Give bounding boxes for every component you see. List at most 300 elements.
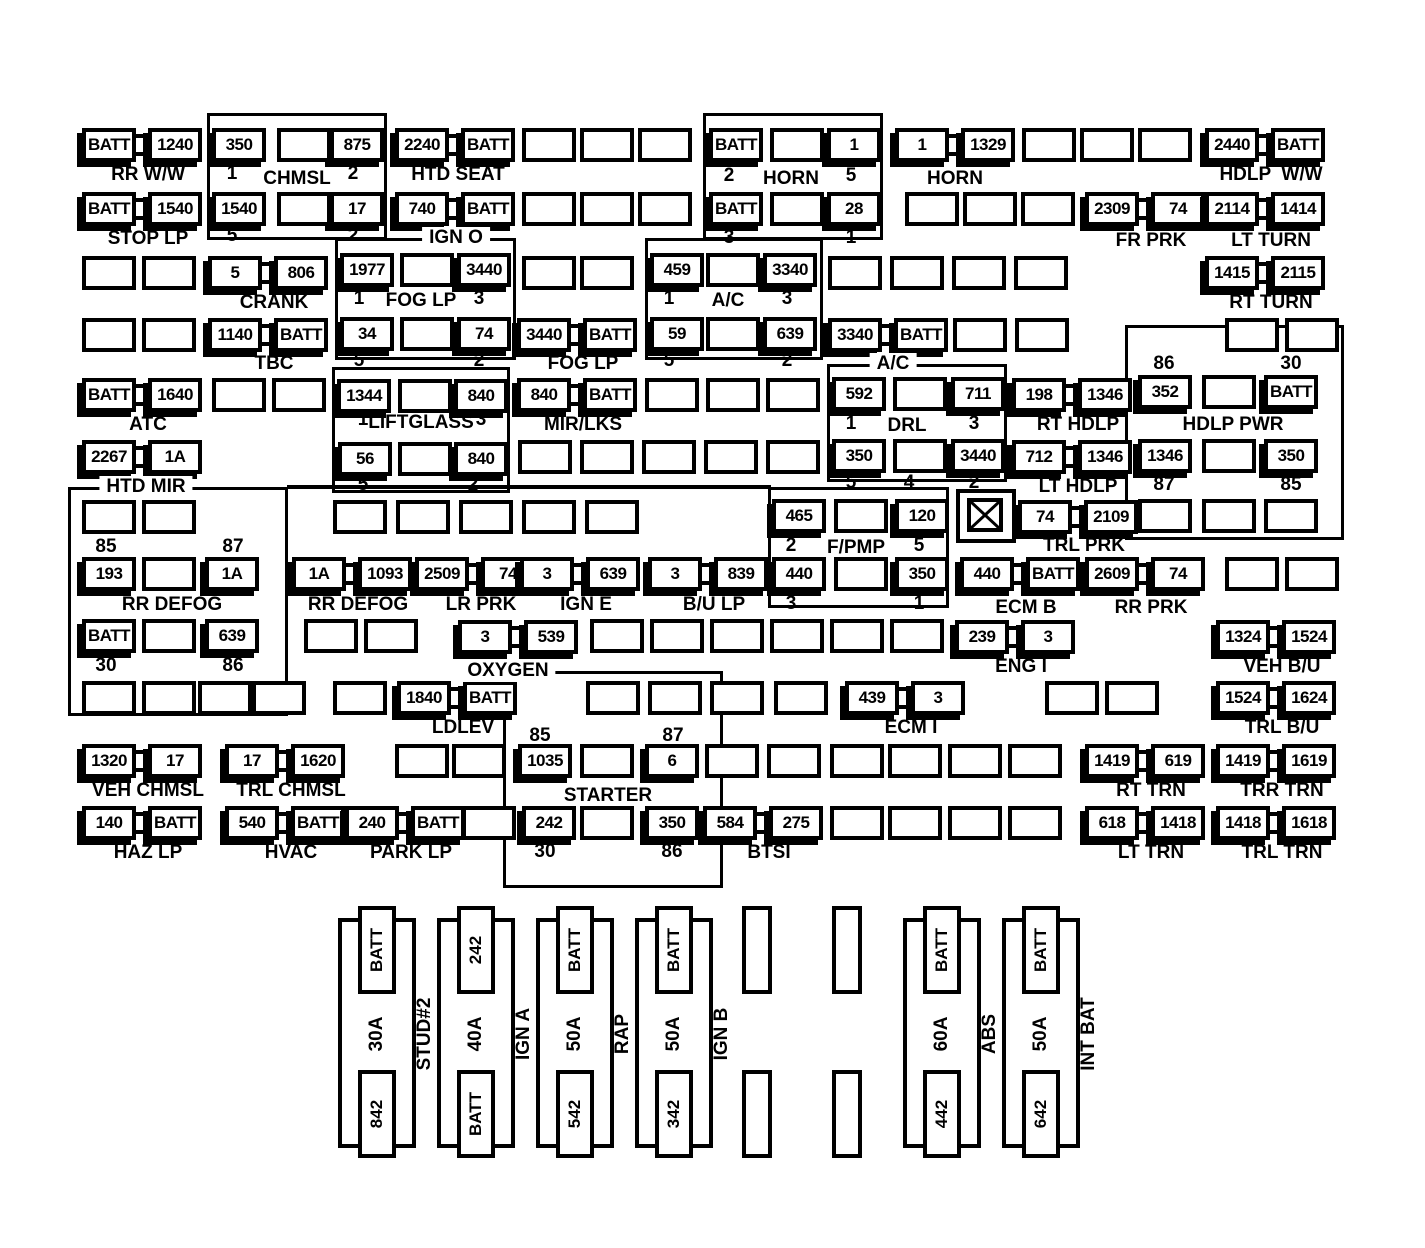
fuse-cell: 584 xyxy=(703,806,757,840)
maxi-fuse-terminal-label: BATT xyxy=(367,927,386,973)
fuse-cell: 1240 xyxy=(148,128,202,162)
fuse-cell: 639 xyxy=(586,557,640,591)
fuse-cell: BATT xyxy=(411,806,465,840)
circuit-label: RR DEFOG xyxy=(307,594,409,615)
fuse-cell-empty xyxy=(828,256,882,290)
fuse-cell: 712 xyxy=(1012,440,1066,474)
crossed-terminal-x-icon xyxy=(967,498,1003,532)
circuit-label: ATC xyxy=(129,414,167,435)
fuse-cell-empty xyxy=(704,440,758,474)
diagram-text: 2 xyxy=(473,350,485,371)
maxi-fuse-name: ABS xyxy=(979,1013,1000,1055)
fuse-cell: 2509 xyxy=(415,557,469,591)
fuse-cell-empty xyxy=(398,442,452,476)
diagram-text: 1 xyxy=(353,288,365,309)
diagram-text: LIFTGLASS xyxy=(368,412,474,433)
fuse-cell-empty xyxy=(905,192,959,226)
fuse-cell-empty xyxy=(1138,499,1192,533)
fuse-cell-empty xyxy=(830,806,884,840)
maxi-fuse-terminal-label: 242 xyxy=(466,935,485,965)
fuse-cell-empty xyxy=(830,619,884,653)
fuse-cell-empty xyxy=(459,500,513,534)
maxi-fuse-amp-rating: 50A xyxy=(1030,1016,1051,1052)
diagram-text: 3 xyxy=(475,409,487,430)
fuse-cell-empty xyxy=(277,192,331,226)
diagram-text: F/PMP xyxy=(826,537,886,558)
maxi-fuse-terminal xyxy=(655,1070,693,1158)
fuse-cell-empty xyxy=(142,318,196,352)
maxi-fuse-name: IGN A xyxy=(513,1007,534,1061)
fuse-cell-empty xyxy=(1202,439,1256,473)
fuse-cell-empty xyxy=(1225,557,1279,591)
fuse-cell: 440 xyxy=(960,557,1014,591)
fuse-cell-empty xyxy=(586,681,640,715)
fuse-cell: 350 xyxy=(895,557,949,591)
fuse-cell-empty xyxy=(1264,499,1318,533)
fuse-cell-empty xyxy=(580,192,634,226)
circuit-label: RT HDLP xyxy=(1036,414,1120,435)
fuse-cell: 193 xyxy=(82,557,136,591)
diagram-text: 30 xyxy=(534,841,556,862)
fuse-cell-empty xyxy=(333,500,387,534)
fuse-cell-empty xyxy=(1202,499,1256,533)
fuse-cell-empty xyxy=(580,256,634,290)
fuse-cell: 459 xyxy=(650,253,704,287)
fuse-cell-empty xyxy=(82,681,136,715)
diagram-text: RR DEFOG xyxy=(121,594,223,615)
fuse-cell-empty xyxy=(642,440,696,474)
fuse-cell: 1620 xyxy=(291,744,345,778)
fuse-cell: 840 xyxy=(454,379,508,413)
diagram-text: 86 xyxy=(661,841,683,862)
diagram-text: 3 xyxy=(968,413,980,434)
fuse-cell-empty xyxy=(400,317,454,351)
fuse-cell: 240 xyxy=(345,806,399,840)
maxi-fuse-terminal-label: 642 xyxy=(1031,1099,1050,1129)
fuse-cell-empty xyxy=(1202,375,1256,409)
fuse-cell: 239 xyxy=(955,620,1009,654)
fuse-cell: 1329 xyxy=(961,128,1015,162)
diagram-text: 87 xyxy=(1153,474,1175,495)
circuit-label: MIR/LKS xyxy=(543,414,623,435)
fuse-cell: 840 xyxy=(517,378,571,412)
fuse-cell: 619 xyxy=(1151,744,1205,778)
maxi-fuse-terminal xyxy=(457,1070,495,1158)
fuse-cell: 59 xyxy=(650,317,704,351)
fuse-cell-empty xyxy=(774,681,828,715)
fuse-cell-empty xyxy=(142,619,196,653)
fuse-cell: 350 xyxy=(832,439,886,473)
fuse-cell-empty xyxy=(767,744,821,778)
fuse-cell: 3440 xyxy=(517,318,571,352)
fuse-cell-empty xyxy=(770,128,824,162)
fuse-cell-empty xyxy=(948,744,1002,778)
fuse-cell: 1418 xyxy=(1151,806,1205,840)
fuse-cell: 34 xyxy=(340,317,394,351)
diagram-text: 86 xyxy=(222,655,244,676)
fuse-cell-empty xyxy=(706,253,760,287)
fuse-cell-empty xyxy=(396,500,450,534)
fuse-cell-empty xyxy=(333,681,387,715)
fuse-cell-empty xyxy=(770,619,824,653)
fuse-cell: BATT xyxy=(461,192,515,226)
diagram-text: 4 xyxy=(903,472,915,493)
diagram-text: 5 xyxy=(663,350,675,371)
fuse-cell-empty xyxy=(830,744,884,778)
fuse-cell-empty xyxy=(1015,318,1069,352)
fuse-cell: 839 xyxy=(714,557,768,591)
fuse-cell: 1320 xyxy=(82,744,136,778)
fuse-cell: 3440 xyxy=(951,439,1005,473)
fuse-cell: 1140 xyxy=(208,318,262,352)
fuse-cell: 639 xyxy=(205,619,259,653)
fuse-cell: BATT xyxy=(82,192,136,226)
diagram-text: 2 xyxy=(781,350,793,371)
fuse-cell: 439 xyxy=(845,681,899,715)
fuse-cell-empty xyxy=(212,378,266,412)
circuit-label: TRL TRN xyxy=(1241,842,1323,863)
circuit-label: LT HDLP xyxy=(1038,476,1118,497)
fuse-cell-empty xyxy=(1021,192,1075,226)
fuse-cell: BATT xyxy=(709,192,763,226)
fuse-cell-empty xyxy=(522,128,576,162)
circuit-label: RT TURN xyxy=(1229,292,1313,313)
fuse-cell: 2609 xyxy=(1085,557,1139,591)
circuit-label: LT TURN xyxy=(1231,230,1311,251)
circuit-label: ECM I xyxy=(884,717,938,738)
fuse-cell-empty xyxy=(142,256,196,290)
maxi-fuse-terminal xyxy=(655,906,693,994)
fuse-cell: 1418 xyxy=(1216,806,1270,840)
fuse-cell: 3340 xyxy=(828,318,882,352)
circuit-label: TRL PRK xyxy=(1043,535,1125,556)
diagram-text: 30 xyxy=(95,655,117,676)
circuit-label: HAZ LP xyxy=(113,842,183,863)
fuse-cell: 1524 xyxy=(1282,620,1336,654)
circuit-label: FR PRK xyxy=(1115,230,1187,251)
fuse-cell-empty xyxy=(766,378,820,412)
fuse-cell-empty xyxy=(710,681,764,715)
vertical-cavity-empty xyxy=(832,906,862,994)
fuse-cell: 1619 xyxy=(1282,744,1336,778)
fuse-cell-empty xyxy=(1225,318,1279,352)
circuit-label: LR PRK xyxy=(445,594,517,615)
fuse-cell: BATT xyxy=(461,128,515,162)
diagram-text: CHMSL xyxy=(263,168,331,189)
fuse-cell-empty xyxy=(1105,681,1159,715)
fuse-cell: 1540 xyxy=(212,192,266,226)
fuse-cell-empty xyxy=(705,744,759,778)
diagram-text: 2 xyxy=(347,225,359,246)
circuit-label: STOP LP xyxy=(107,228,189,249)
group-title: IGN O xyxy=(422,227,490,249)
diagram-text: 85 xyxy=(1280,474,1302,495)
group-title: HTD MIR xyxy=(99,476,192,498)
fuse-cell: 350 xyxy=(1264,439,1318,473)
fuse-cell: BATT xyxy=(463,681,517,715)
fuse-cell-empty xyxy=(706,317,760,351)
fuse-cell-empty xyxy=(1008,806,1062,840)
fuse-cell: 1344 xyxy=(337,379,391,413)
circuit-label: TRL B/U xyxy=(1244,717,1320,738)
maxi-fuse-terminal-label: 542 xyxy=(565,1099,584,1129)
circuit-label: VEH CHMSL xyxy=(92,780,204,801)
fuse-cell-empty xyxy=(142,681,196,715)
fuse-cell-empty xyxy=(398,379,452,413)
fuse-cell-empty xyxy=(638,128,692,162)
fuse-cell: 639 xyxy=(763,317,817,351)
fuse-cell: 465 xyxy=(772,499,826,533)
fuse-cell: 711 xyxy=(951,377,1005,411)
maxi-fuse-terminal-label: BATT xyxy=(466,1091,485,1137)
fuse-cell-empty xyxy=(710,619,764,653)
fuse-cell: 1346 xyxy=(1078,440,1132,474)
circuit-label: FOG LP xyxy=(547,353,619,374)
maxi-fuse-terminal-label: 342 xyxy=(664,1099,683,1129)
fuse-cell: 618 xyxy=(1085,806,1139,840)
fuse-cell: 140 xyxy=(82,806,136,840)
fuse-cell-empty xyxy=(1014,256,1068,290)
diagram-text: 2 xyxy=(467,474,479,495)
fuse-cell-empty xyxy=(888,744,942,778)
circuit-label: RR PRK xyxy=(1114,597,1188,618)
maxi-fuse-terminal-label: BATT xyxy=(565,927,584,973)
fuse-cell-empty xyxy=(580,744,634,778)
maxi-fuse-terminal-label: BATT xyxy=(1031,927,1050,973)
fuse-cell-empty xyxy=(893,377,947,411)
fuse-cell: 1524 xyxy=(1216,681,1270,715)
fuse-cell-empty xyxy=(364,619,418,653)
fuse-cell: BATT xyxy=(82,619,136,653)
fuse-cell: 74 xyxy=(481,557,535,591)
maxi-fuse-amp-rating: 40A xyxy=(465,1016,486,1052)
fuse-cell-empty xyxy=(522,192,576,226)
diagram-text: 1 xyxy=(845,413,857,434)
fuse-cell: BATT xyxy=(1026,557,1080,591)
fuse-cell-empty xyxy=(1138,128,1192,162)
diagram-text: 1 xyxy=(357,409,369,430)
fuse-cell: 120 xyxy=(895,499,949,533)
fuse-cell: 1346 xyxy=(1078,378,1132,412)
fuse-cell-empty xyxy=(834,499,888,533)
circuit-label: CRANK xyxy=(239,292,309,313)
group-title: A/C xyxy=(870,353,917,375)
fuse-cell: 740 xyxy=(395,192,449,226)
fuse-cell-empty xyxy=(888,806,942,840)
fuse-cell-empty xyxy=(1045,681,1099,715)
fuse-cell: 3 xyxy=(648,557,702,591)
circuit-label: ECM B xyxy=(995,597,1057,618)
circuit-label: HORN xyxy=(927,168,983,189)
diagram-text: A/C xyxy=(711,290,745,311)
fuse-cell: 2267 xyxy=(82,440,136,474)
circuit-label: PARK LP xyxy=(370,842,452,863)
circuit-label: TBC xyxy=(254,353,294,374)
diagram-text: 85 xyxy=(95,536,117,557)
fuse-cell: 3440 xyxy=(457,253,511,287)
fuse-cell-empty xyxy=(82,256,136,290)
fuse-cell: 875 xyxy=(330,128,384,162)
fuse-cell: 3 xyxy=(458,620,512,654)
maxi-fuse-terminal-label: 842 xyxy=(367,1099,386,1129)
fuse-cell: 2440 xyxy=(1205,128,1259,162)
maxi-fuse-terminal xyxy=(358,906,396,994)
fuse-cell: 1035 xyxy=(518,744,572,778)
fuse-cell-empty xyxy=(82,500,136,534)
diagram-text: 2 xyxy=(347,163,359,184)
fuse-cell: 2309 xyxy=(1085,192,1139,226)
fuse-cell: 592 xyxy=(832,377,886,411)
fuse-cell: BATT xyxy=(709,128,763,162)
fuse-cell-empty xyxy=(648,681,702,715)
fuse-cell-empty xyxy=(963,192,1017,226)
fuse-cell-empty xyxy=(142,557,196,591)
fuse-cell: 1414 xyxy=(1271,192,1325,226)
fuse-cell: BATT xyxy=(82,378,136,412)
fuse-cell: 74 xyxy=(1151,192,1205,226)
diagram-text: 2 xyxy=(723,165,735,186)
fuse-cell: 840 xyxy=(454,442,508,476)
diagram-text: 30 xyxy=(1280,353,1302,374)
fuse-cell-empty xyxy=(834,557,888,591)
fuse-cell-empty xyxy=(766,440,820,474)
fuse-cell-empty xyxy=(462,806,516,840)
fuse-cell-empty xyxy=(580,440,634,474)
diagram-text: 87 xyxy=(662,725,684,746)
fuse-cell: 539 xyxy=(524,620,578,654)
fuse-cell: 198 xyxy=(1012,378,1066,412)
fuse-cell: 1640 xyxy=(148,378,202,412)
fuse-cell-empty xyxy=(650,619,704,653)
fuse-cell-empty xyxy=(1285,557,1339,591)
diagram-text: 2 xyxy=(785,535,797,556)
fuse-cell-empty xyxy=(893,439,947,473)
diagram-text: 3 xyxy=(785,593,797,614)
fuse-cell-empty xyxy=(522,500,576,534)
fuse-cell: BATT xyxy=(1264,375,1318,409)
fuse-cell: 3 xyxy=(520,557,574,591)
maxi-fuse-terminal xyxy=(457,906,495,994)
vertical-cavity-empty xyxy=(742,906,772,994)
diagram-text: DRL xyxy=(887,415,927,436)
fuse-cell: 74 xyxy=(457,317,511,351)
fuse-cell: 1A xyxy=(205,557,259,591)
circuit-label: IGN E xyxy=(560,594,612,615)
diagram-text: 5 xyxy=(845,472,857,493)
fuse-cell: 5 xyxy=(208,256,262,290)
fuse-cell-empty xyxy=(400,253,454,287)
diagram-text: 2 xyxy=(968,472,980,493)
fuse-cell: 28 xyxy=(827,192,881,226)
maxi-fuse-name: STUD#2 xyxy=(414,997,435,1071)
fuse-cell-empty xyxy=(890,256,944,290)
fuse-cell: 1540 xyxy=(148,192,202,226)
maxi-fuse-terminal-label: BATT xyxy=(932,927,951,973)
maxi-fuse-terminal xyxy=(1022,906,1060,994)
fuse-cell: 352 xyxy=(1138,375,1192,409)
fuse-cell: 74 xyxy=(1151,557,1205,591)
fuse-cell: 1977 xyxy=(340,253,394,287)
fuse-cell: 1346 xyxy=(1138,439,1192,473)
fuse-cell: 1093 xyxy=(358,557,412,591)
maxi-fuse-terminal xyxy=(358,1070,396,1158)
fuse-cell: BATT xyxy=(894,318,948,352)
fuse-cell: 1 xyxy=(895,128,949,162)
fuse-cell: 3 xyxy=(911,681,965,715)
fuse-cell: 350 xyxy=(645,806,699,840)
fuse-cell-empty xyxy=(277,128,331,162)
vertical-cavity-empty xyxy=(742,1070,772,1158)
fuse-cell-empty xyxy=(452,744,506,778)
maxi-fuse-name: IGN B xyxy=(711,1007,732,1061)
diagram-text: 3 xyxy=(723,227,735,248)
crossed-terminal-outer xyxy=(956,489,1016,543)
circuit-label: HDLP W/W xyxy=(1219,164,1323,185)
fuse-cell: BATT xyxy=(274,318,328,352)
fuse-cell: 1A xyxy=(292,557,346,591)
circuit-label: ENG I xyxy=(995,656,1047,677)
fuse-cell-empty xyxy=(770,192,824,226)
fuse-cell: BATT xyxy=(291,806,345,840)
fuse-cell: 2109 xyxy=(1084,500,1138,534)
maxi-fuse-terminal xyxy=(1022,1070,1060,1158)
fuse-cell: 17 xyxy=(225,744,279,778)
fuse-cell: 3340 xyxy=(763,253,817,287)
fuse-cell: 1 xyxy=(827,128,881,162)
fuse-cell: 1840 xyxy=(397,681,451,715)
fuse-cell-empty xyxy=(395,744,449,778)
diagram-text: FOG LP xyxy=(385,290,457,311)
fuse-cell: 2114 xyxy=(1205,192,1259,226)
fuse-cell-empty xyxy=(1008,744,1062,778)
circuit-label: BTSI xyxy=(747,842,791,863)
fuse-cell-empty xyxy=(1285,318,1339,352)
maxi-fuse-terminal-label: 442 xyxy=(932,1099,951,1129)
maxi-fuse-terminal-label: BATT xyxy=(664,927,683,973)
vertical-cavity-empty xyxy=(832,1070,862,1158)
diagram-text: 1 xyxy=(913,593,925,614)
maxi-fuse-terminal xyxy=(556,906,594,994)
fuse-cell: BATT xyxy=(82,128,136,162)
diagram-text: 5 xyxy=(226,225,238,246)
maxi-fuse-terminal xyxy=(556,1070,594,1158)
group-title: OXYGEN xyxy=(460,660,555,682)
fuse-cell: BATT xyxy=(1271,128,1325,162)
diagram-text: 5 xyxy=(845,165,857,186)
fuse-cell: 6 xyxy=(645,744,699,778)
fuse-cell: 1618 xyxy=(1282,806,1336,840)
fuse-cell-empty xyxy=(890,619,944,653)
circuit-label: TRR TRN xyxy=(1240,780,1324,801)
fuse-cell: 1624 xyxy=(1282,681,1336,715)
fuse-cell-empty xyxy=(522,256,576,290)
fuse-cell-empty xyxy=(304,619,358,653)
maxi-fuse-amp-rating: 60A xyxy=(931,1016,952,1052)
fuse-cell: 540 xyxy=(225,806,279,840)
circuit-label: RR W/W xyxy=(111,164,185,185)
circuit-label: LT TRN xyxy=(1117,842,1185,863)
fuse-cell-empty xyxy=(580,128,634,162)
fuse-cell-empty xyxy=(638,192,692,226)
fuse-cell: 2240 xyxy=(395,128,449,162)
circuit-label: LDLEV xyxy=(431,717,495,738)
fuse-cell: 1419 xyxy=(1216,744,1270,778)
fuse-cell-empty xyxy=(272,378,326,412)
diagram-text: 5 xyxy=(357,474,369,495)
fuse-cell: 806 xyxy=(274,256,328,290)
diagram-text: 87 xyxy=(222,536,244,557)
maxi-fuse-terminal xyxy=(923,906,961,994)
